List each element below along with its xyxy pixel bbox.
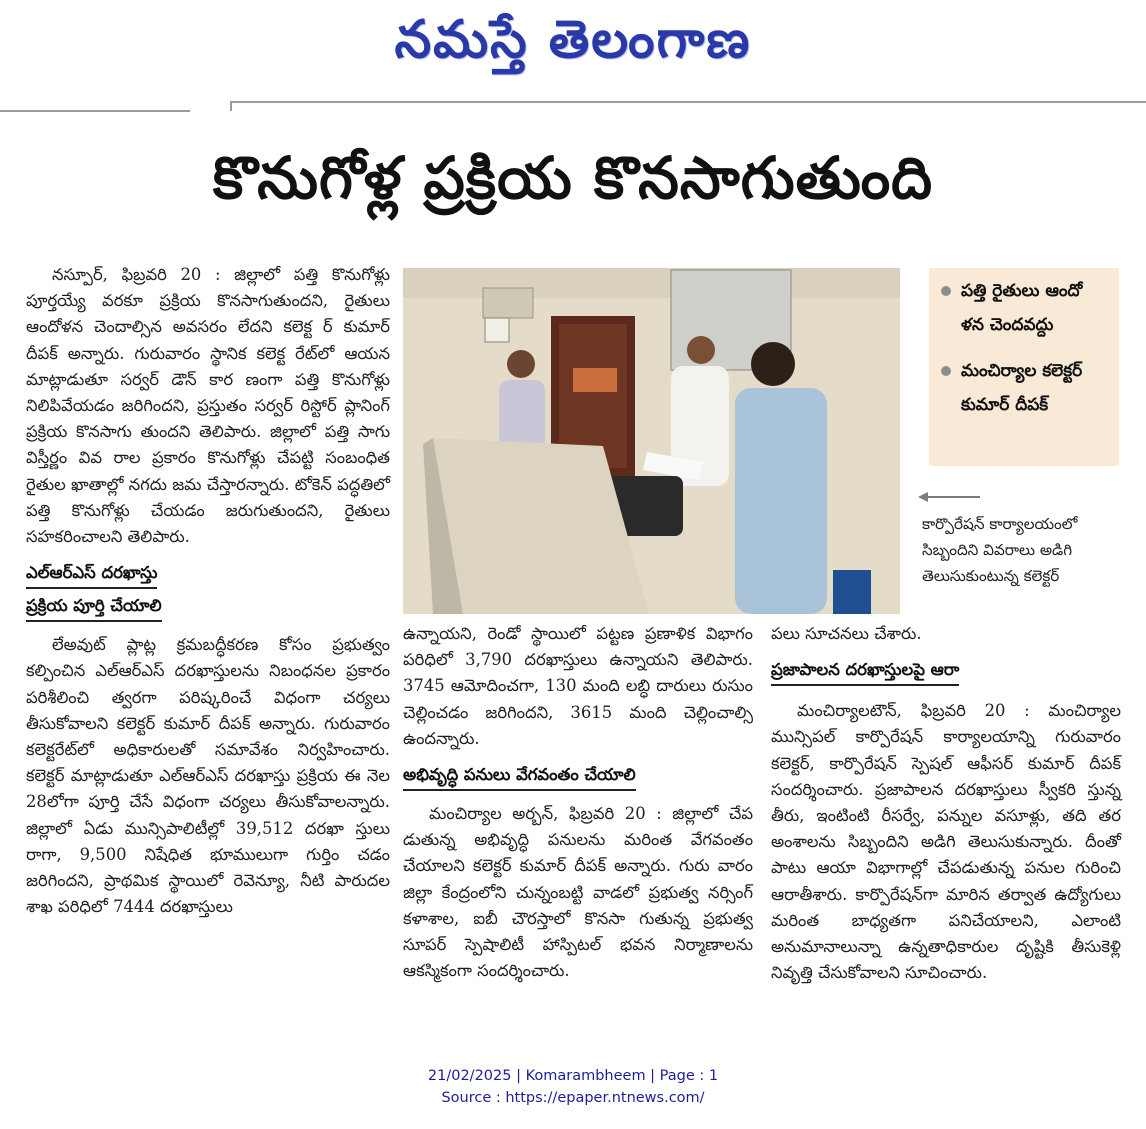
article-column-1 (26, 262, 390, 920)
masthead-divider-tick (230, 101, 232, 111)
subhead-development (403, 762, 753, 791)
bullet-icon (941, 286, 951, 296)
highlight-item-1 (941, 274, 1111, 342)
masthead-title: నమస్తే తెలంగాణ (394, 9, 752, 70)
column-2-paragraph-2: మంచిర్యాల అర్బన్, ఫిబ్రవరి 20 : జిల్లాలో చేప డుతున్న అభివృద్ధి పనులను మరింత వేగవంతం చేయాలని కలెక్టర్ కుమార్ దీపక్ అన్నారు. గురు వారం జిల్లా కేంద్రంలోని చున్నంబట్టి వాడలో ప్రభుత్వ నర్సింగ్ కళాశాల, ఐబీ చౌరస్తాలో కొనసా గుతున్న ప్రభుత్వ సూపర్ స్పెషాలిటీ హాస్పిటల్ భవన నిర్మాణాలను ఆకస్మికంగా సందర్శించారు. (403, 804, 753, 981)
masthead-divider-left (0, 110, 190, 112)
footer-source[interactable]: Source : https://epaper.ntnews.com/ (441, 1090, 705, 1106)
highlight-item-2 (941, 354, 1111, 422)
photo-illustration (403, 268, 900, 614)
photo-caption: కార్పొరేషన్ కార్యాలయంలో సిబ్బందిని వివరాలు అడిగి తెలుసుకుంటున్న కలెక్టర్ (922, 515, 1078, 585)
highlight-item-2-text: మంచిర్యాల కలెక్టర్ కుమార్ దీపక్ (961, 361, 1083, 415)
bullet-icon (941, 366, 951, 376)
left-arrow-icon (918, 490, 980, 504)
column-2-paragraph-1: ఉన్నాయని, రెండో స్థాయిలో పట్టణ ప్రణాళిక విభాగం పరిధిలో 3,790 దరఖాస్తులు ఉన్నాయని తెలిపారు. 3745 ఆమోదించగా, 130 మంది లబ్ధి దారులు రుసుం చెల్లించడం జరిగిందని, 3615 మంది చెల్లించాల్సి ఉందన్నారు. (403, 624, 753, 748)
article-headline: కొనుగోళ్ల ప్రక్రియ కొనసాగుతుంది (212, 144, 934, 212)
highlight-box (929, 268, 1119, 466)
column-3-paragraph-1: పలు సూచనలు చేశారు. (771, 624, 922, 643)
article-column-2 (403, 621, 753, 984)
subhead-lrs-line-2: ప్రక్రియ పూర్తి చేయాలి (26, 593, 162, 622)
highlight-item-1-text: పత్తి రైతులు ఆందో ళన చెందవద్దు (961, 281, 1083, 335)
footer-date-edition: 21/02/2025 | Komarambheem | Page : 1 (427, 1068, 719, 1084)
subhead-lrs-line-1: ఎల్ఆర్ఎస్ దరఖాస్తు (26, 560, 157, 589)
subhead-prajapalana-text: ప్రజాపాలన దరఖాస్తులపై ఆరా (771, 657, 959, 686)
column-1-paragraph-2: లేఅవుట్ ప్లాట్ల క్రమబద్ధీకరణ కోసం ప్రభుత్వం కల్పించిన ఎల్ఆర్ఎస్ దరఖాస్తులను నిబంధనల ప్రకారం పరిశీలించి త్వరగా పరిష్కరించే విధంగా చర్యలు తీసుకోవాలని కలెక్టర్ కుమార్ దీపక్ అన్నారు. గురువారం కలెక్టరేట్‌లో అధికారులతో సమావేశం నిర్వహించారు. కలెక్టర్ మాట్లాడుతూ ఎల్ఆర్ఎస్ దరఖాస్తు ప్రక్రియ ఈ నెల 28లోగా పూర్తి చేసే విధంగా చర్యలు తీసుకోవాలన్నారు. జిల్లాలో ఏడు మున్సిపాలిటీల్లో 39,512 దరఖా స్తులు రాగా, 9,500 నిషేధిత భూములుగా గుర్తిం చడం జరిగిందని, ప్రాథమిక స్థాయిలో రెవెన్యూ, నీటి పారుదల శాఖ పరిధిలో 7444 దరఖాస్తులు (26, 635, 390, 917)
masthead-divider-right (230, 101, 1146, 103)
article-photo (403, 268, 900, 614)
subhead-prajapalana (771, 657, 1121, 686)
subhead-development-text: అభివృద్ధి పనులు వేగవంతం చేయాలి (403, 762, 636, 791)
subhead-lrs (26, 560, 390, 622)
article-column-3 (771, 621, 1121, 986)
column-1-paragraph-1: నస్పూర్, ఫిబ్రవరి 20 : జిల్లాలో పత్తి కొనుగోళ్లు పూర్తయ్యే వరకూ ప్రక్రియ కొనసాగుతుందని, రైతులు ఆందోళన చెందాల్సిన అవసరం లేదని కలెక్ట ర్ కుమార్ దీపక్ అన్నారు. గురువారం స్థానిక కలెక్ట రేట్‌లో ఆయన మాట్లాడుతూ సర్వర్ డౌన్ కార ణంగా పత్తి కొనుగోళ్లు నిలిపివేయడం జరిగిందని, ప్రస్తుతం సర్వర్ రిస్టోర్ ప్లానింగ్ ప్రక్రియ కొనసాగు తుందని తెలిపారు. జిల్లాలో పత్తి సాగు విస్తీర్ణం వివ రాల ప్రకారం కొనుగోళ్లు చేపట్టి సంబంధిత రైతుల ఖాతాల్లో నగదు జమ చేస్తారన్నారు. టోకెన్ పద్ధతిలో పత్తి కొనుగోళ్లు చేయడం జరుగుతుందని, రైతులు సహకరించాలని తెలిపారు. (26, 265, 390, 547)
column-3-paragraph-2: మంచిర్యాలటౌన్, ఫిబ్రవరి 20 : మంచిర్యాల మున్సిపల్ కార్పొరేషన్ కార్యాలయాన్ని గురువారం కలెక్టర్, కార్పొరేషన్ స్పెషల్ ఆఫీసర్ కుమార్ దీపక్ సందర్శించారు. ప్రజాపాలన దరఖాస్తులు స్వీకరి స్తున్న తీరు, ఇంటింటి రీసర్వే, పన్నుల వసూళ్లు, తది తర అంశాలను సిబ్బందిని అడిగి తెలుసుకున్నారు. దీంతో పాటు ఆయా విభాగాల్లో చేపడుతున్న పనుల గురించి ఆరాతీశారు. కార్పొరేషన్‌గా మారిన తర్వాత ఉద్యోగులు మరింత బాధ్యతగా పనిచేయాలని, ఎలాంటి అనుమానాలున్నా ఉన్నతాధికారుల దృష్టికి తీసుకెళ్లి నివృత్తి చేసుకోవాలని సూచించారు. (771, 701, 1121, 983)
